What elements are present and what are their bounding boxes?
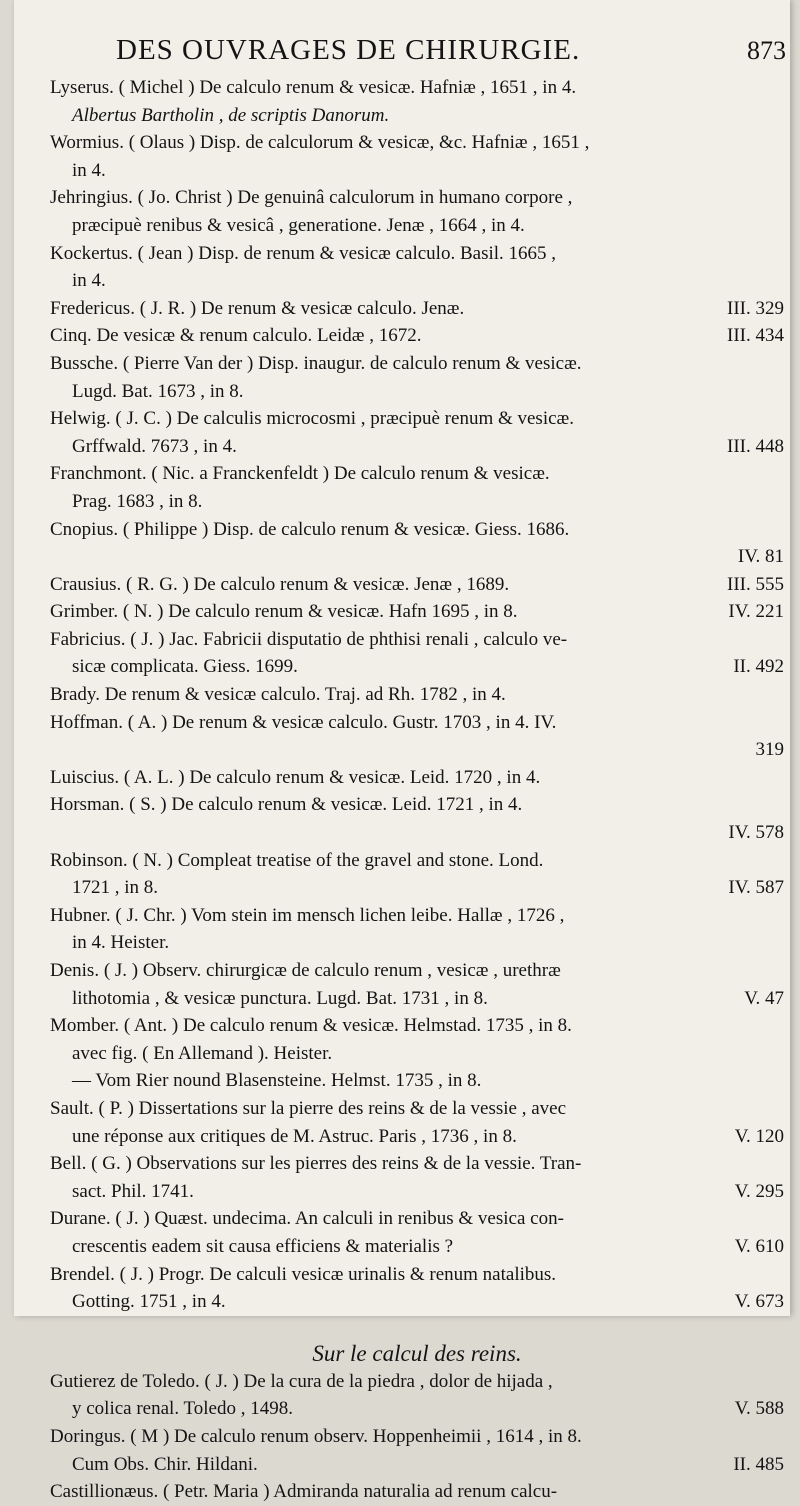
book-page — [14, 0, 790, 1503]
entry-text: Horsman. ( S. ) De calculo renum & vesicæ. Leid. 1721 , in 4. — [50, 794, 523, 816]
volume-reference: III. 329 — [727, 297, 784, 319]
entry-text: in 4. — [72, 159, 106, 181]
entry-line — [50, 681, 784, 709]
entry-line — [50, 874, 784, 902]
entry-text: Grimber. ( N. ) De calculo renum & vesicæ. Hafn 1695 , in 8. — [50, 601, 518, 623]
volume-reference: V. 295 — [734, 1180, 784, 1202]
entry-line — [50, 902, 784, 930]
entry-text: Castillionæus. ( Petr. Maria ) Admiranda naturalia ad renum calcu- — [50, 1481, 558, 1503]
entry-text: in 4. — [72, 270, 106, 292]
entry-text: in 4. Heister. — [72, 932, 170, 954]
entry-line — [50, 985, 784, 1013]
entry-line — [50, 488, 784, 516]
bibliography-entries — [50, 74, 784, 1506]
entry-line — [50, 1368, 784, 1396]
volume-reference: V. 47 — [744, 987, 784, 1009]
entry-text: sact. Phil. 1741. — [72, 1180, 194, 1202]
entry-line — [50, 405, 784, 433]
entry-text: Lyserus. ( Michel ) De calculo renum & vesicæ. Hafniæ , 1651 , in 4. — [50, 77, 577, 98]
entry-line — [50, 1095, 784, 1123]
page-number: 873 — [747, 36, 786, 65]
entry-text: Helwig. ( J. C. ) De calculis microcosmi , præcipuè renum & vesicæ. — [50, 408, 574, 430]
entry-text: Franchmont. ( Nic. a Franckenfeldt ) De calculo renum & vesicæ. — [50, 463, 550, 485]
volume-reference: V. 610 — [734, 1235, 784, 1257]
entry-line — [50, 791, 784, 819]
entry-line — [50, 516, 784, 544]
entry-text: Gotting. 1751 , in 4. — [72, 1291, 226, 1313]
volume-reference: III. 434 — [727, 325, 784, 347]
entry-line — [50, 267, 784, 295]
volume-reference: II. 492 — [733, 656, 784, 678]
entry-line — [50, 129, 784, 157]
volume-reference: III. 448 — [727, 435, 784, 457]
volume-reference: IV. 81 — [737, 546, 784, 568]
entry-text: Momber. ( Ant. ) De calculo renum & vesicæ. Helmstad. 1735 , in 8. — [50, 1015, 572, 1037]
entry-text: y colica renal. Toledo , 1498. — [72, 1398, 293, 1420]
entry-line — [50, 240, 784, 268]
volume-reference: V. 673 — [734, 1291, 784, 1313]
entry-text: Fabricius. ( J. ) Jac. Fabricii disputatio de phthisi renali , calculo ve- — [50, 628, 568, 650]
entry-text: Hubner. ( J. Chr. ) Vom stein im mensch lichen leibe. Hallæ , 1726 , — [50, 904, 565, 926]
entry-line — [50, 571, 784, 599]
entry-text: Cinq. De vesicæ & renum calculo. Leidæ , 1672. — [50, 325, 422, 347]
entry-line — [50, 626, 784, 654]
entry-text: Robinson. ( N. ) Compleat treatise of the gravel and stone. Lond. — [50, 849, 544, 871]
entry-line — [50, 1261, 784, 1289]
entry-line — [50, 295, 784, 323]
section-heading — [50, 1332, 784, 1368]
entry-text: Gutierez de Toledo. ( J. ) De la cura de la piedra , dolor de hijada , — [50, 1370, 553, 1392]
running-head — [14, 32, 790, 72]
entry-line — [50, 157, 784, 185]
entry-line — [50, 929, 784, 957]
volume-reference: IV. 587 — [728, 877, 784, 899]
entry-line — [50, 1123, 784, 1151]
entry-text: Doringus. ( M ) De calculo renum observ. Hoppenheimii , 1614 , in 8. — [50, 1425, 582, 1447]
entry-line — [50, 736, 784, 764]
entry-line — [50, 1316, 784, 1332]
entry-line — [50, 957, 784, 985]
entry-text: Grffwald. 7673 , in 4. — [72, 435, 237, 457]
entry-text: Wormius. ( Olaus ) Disp. de calculorum & vesicæ, &c. Hafniæ , 1651 , — [50, 132, 590, 154]
entry-line — [50, 1478, 784, 1506]
volume-reference: IV. 221 — [728, 601, 784, 623]
entry-text: Brendel. ( J. ) Progr. De calculi vesicæ urinalis & renum natalibus. — [50, 1263, 557, 1285]
entry-line — [50, 1451, 784, 1479]
volume-reference: III. 555 — [727, 573, 784, 595]
entry-line — [50, 322, 784, 350]
entry-text: Prag. 1683 , in 8. — [72, 490, 203, 512]
entry-line — [50, 709, 784, 737]
page-title: DES OUVRAGES DE CHIRURGIE. — [116, 34, 581, 66]
entry-text: crescentis eadem sit causa efficiens & materialis ? — [72, 1235, 454, 1257]
entry-line — [50, 1178, 784, 1206]
entry-line — [50, 212, 784, 240]
volume-reference: V. 588 — [734, 1398, 784, 1420]
entry-text: Sur le calcul des reins. — [312, 1340, 522, 1366]
entry-line — [50, 1067, 784, 1095]
entry-line — [50, 598, 784, 626]
volume-reference: V. 120 — [734, 1125, 784, 1147]
entry-text: Kockertus. ( Jean ) Disp. de renum & vesicæ calculo. Basil. 1665 , — [50, 242, 557, 264]
entry-line — [50, 184, 784, 212]
entry-text: lithotomia , & vesicæ punctura. Lugd. Bat. 1731 , in 8. — [72, 987, 488, 1009]
entry-text: Fredericus. ( J. R. ) De renum & vesicæ calculo. Jenæ. — [50, 297, 465, 319]
entry-text: Jehringius. ( Jo. Christ ) De genuinâ calculorum in humano corpore , — [50, 187, 573, 209]
entry-line — [50, 1012, 784, 1040]
entry-text: sicæ complicata. Giess. 1699. — [72, 656, 298, 678]
entry-text: Albertus Bartholin , de scriptis Danorum. — [72, 104, 390, 126]
entry-line — [50, 1205, 784, 1233]
volume-reference: II. 485 — [733, 1453, 784, 1475]
entry-line — [50, 847, 784, 875]
entry-line — [50, 1423, 784, 1451]
entry-line — [50, 460, 784, 488]
volume-reference: IV. 578 — [728, 822, 784, 844]
entry-text: — Vom Rier nound Blasensteine. Helmst. 1735 , in 8. — [72, 1070, 482, 1092]
entry-text: Brady. De renum & vesicæ calculo. Traj. ad Rh. 1782 , in 4. — [50, 684, 506, 706]
entry-text: Cum Obs. Chir. Hildani. — [72, 1453, 258, 1475]
entry-line — [50, 543, 784, 571]
entry-text: Crausius. ( R. G. ) De calculo renum & vesicæ. Jenæ , 1689. — [50, 573, 510, 595]
entry-text: Denis. ( J. ) Observ. chirurgicæ de calculo renum , vesicæ , urethræ — [50, 960, 561, 981]
entry-line — [50, 350, 784, 378]
entry-line — [50, 653, 784, 681]
entry-text: Sault. ( P. ) Dissertations sur la pierre des reins & de la vessie , avec — [50, 1097, 567, 1119]
entry-text: Bell. ( G. ) Observations sur les pierres des reins & de la vessie. Tran- — [50, 1153, 582, 1175]
entry-line — [50, 1233, 784, 1261]
entry-line — [50, 1288, 784, 1316]
entry-line — [50, 1150, 784, 1178]
entry-text: une réponse aux critiques de M. Astruc. Paris , 1736 , in 8. — [72, 1125, 517, 1147]
entry-text: Luiscius. ( A. L. ) De calculo renum & vesicæ. Leid. 1720 , in 4. — [50, 766, 541, 788]
entry-line — [50, 1040, 784, 1068]
entry-line — [50, 1395, 784, 1423]
entry-text: Hoffman. ( A. ) De renum & vesicæ calculo. Gustr. 1703 , in 4. IV. — [50, 711, 557, 733]
entry-text: Durane. ( J. ) Quæst. undecima. An calculi in renibus & vesica con- — [50, 1208, 564, 1230]
entry-line — [50, 74, 784, 102]
entry-text: præcipuè renibus & vesicâ , generatione. Jenæ , 1664 , in 4. — [72, 214, 525, 236]
entry-line — [50, 102, 784, 130]
entry-line — [50, 819, 784, 847]
entry-text: Cnopius. ( Philippe ) Disp. de calculo renum & vesicæ. Giess. 1686. — [50, 518, 570, 540]
entry-line — [50, 433, 784, 461]
entry-line — [50, 378, 784, 406]
entry-text: avec fig. ( En Allemand ). Heister. — [72, 1042, 333, 1064]
entry-text: 1721 , in 8. — [72, 877, 159, 899]
entry-text: Lugd. Bat. 1673 , in 8. — [72, 380, 244, 402]
volume-reference: 319 — [755, 739, 784, 761]
entry-text: Bussche. ( Pierre Van der ) Disp. inaugur. de calculo renum & vesicæ. — [50, 352, 582, 374]
entry-line — [50, 764, 784, 792]
